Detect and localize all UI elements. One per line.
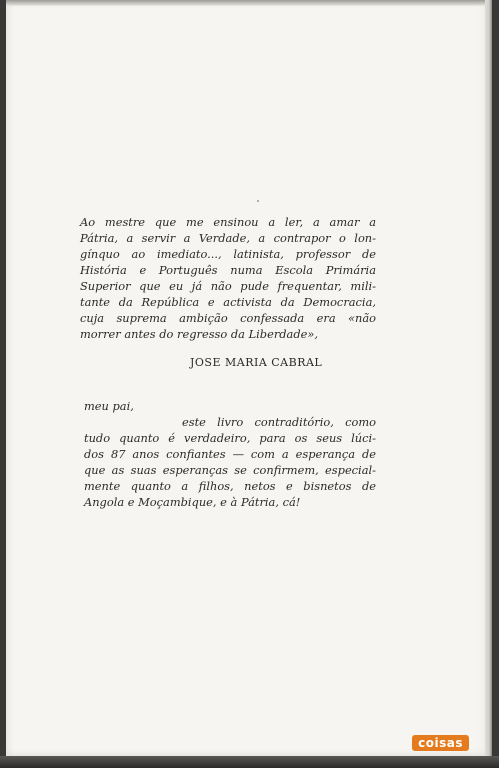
page-right-edge [485, 0, 492, 756]
dedication-line: tante da República e activista da Democracia, [80, 295, 376, 309]
father-line: Angola e Moçambique, e à Pátria, cá! [84, 495, 301, 509]
dedication-line: cuja suprema ambição confessada era «não [80, 311, 376, 325]
father-line: tudo quanto é verdadeiro, para os seus lúci- [84, 431, 376, 445]
father-line: dos 87 anos confiantes — com a esperança de [84, 447, 376, 461]
paper-speck [257, 200, 259, 202]
dedication-line: morrer antes do regresso da Liberdade», [80, 327, 318, 341]
dedication-paragraph [80, 214, 376, 342]
father-line: que as suas esperanças se confirmem, especial- [84, 463, 376, 477]
salutation: meu pai, [84, 399, 134, 413]
author-signature: JOSE MARIA CABRAL [190, 356, 323, 369]
dedication-line: Ao mestre que me ensinou a ler, a amar a [80, 215, 376, 229]
book-page [6, 0, 492, 756]
dedication-line: História e Português numa Escola Primária [80, 263, 376, 277]
father-dedication [84, 398, 376, 510]
dedication-line: Pátria, a servir a Verdade, a contrapor o lon- [80, 231, 376, 245]
watermark-logo: coisas [412, 735, 469, 751]
dedication-line: Superior que eu já não pude frequentar, mili- [80, 279, 376, 293]
father-line: este livro contraditório, como [182, 415, 376, 429]
dedication-line: gínquo ao imediato..., latinista, professor de [80, 247, 376, 261]
page-top-edge [6, 0, 492, 6]
scan-bottom-shadow [0, 756, 499, 768]
father-line: mente quanto a filhos, netos e bisnetos de [84, 479, 376, 493]
